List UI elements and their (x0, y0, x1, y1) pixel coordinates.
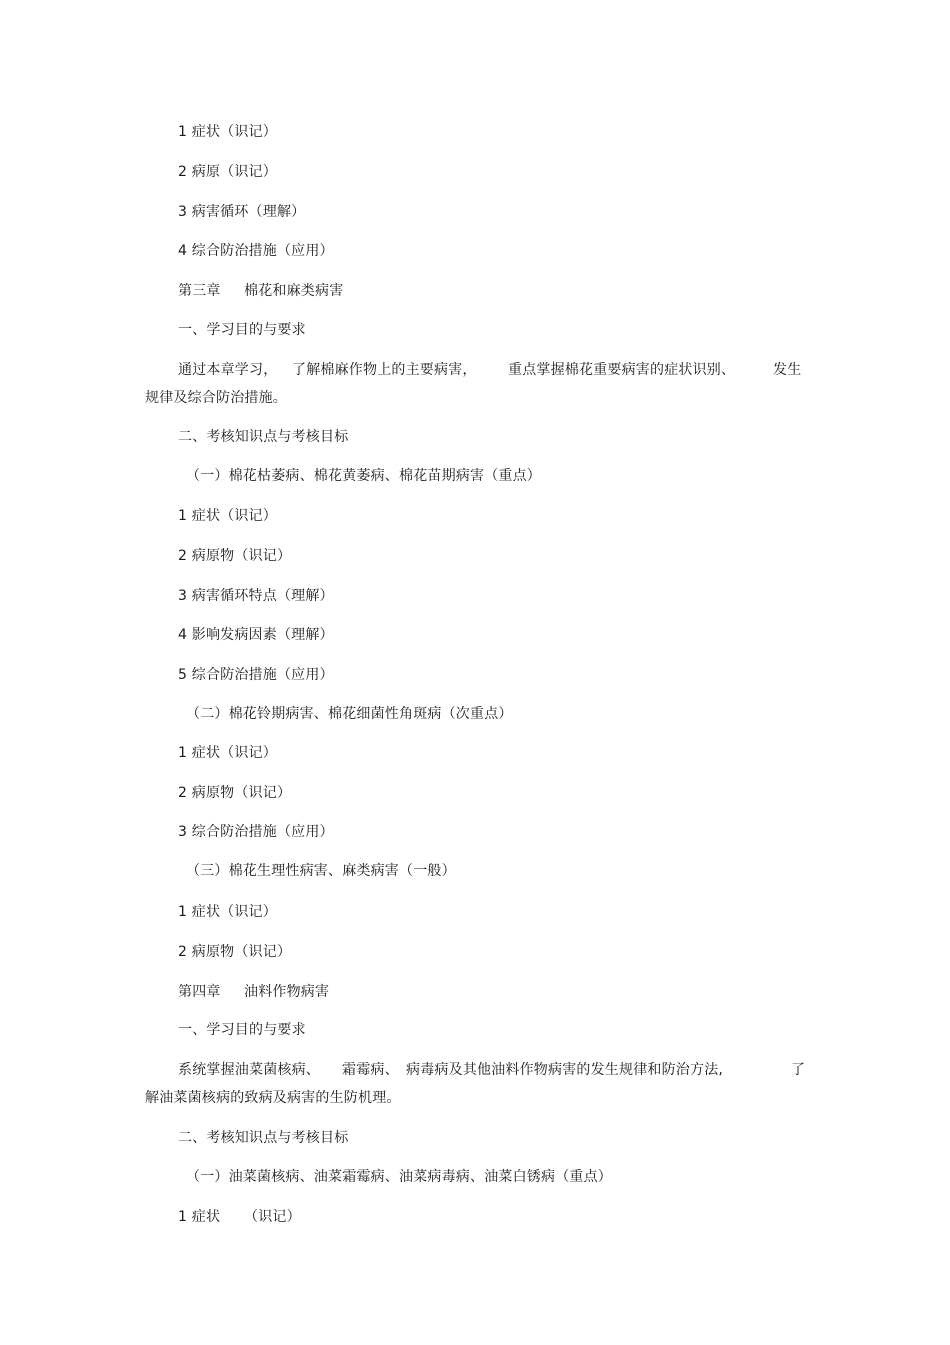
chapter-number: 第四章 (178, 984, 221, 1000)
paragraph-segment: 发生 (773, 362, 802, 378)
text-line: 2 病原物（识记） (178, 548, 292, 564)
subsection-heading: （一）油菜菌核病、油菜霜霉病、油菜病毒病、油菜白锈病（重点） (186, 1169, 612, 1185)
section-heading: 一、学习目的与要求 (178, 322, 306, 338)
chapter-number: 第三章 (178, 283, 221, 299)
text-line: 1 症状（识记） (178, 745, 277, 761)
text-line: 3 病害循环特点（理解） (178, 588, 334, 604)
text-line: 1 症状（识记） (178, 124, 277, 140)
text-line: 2 病原（识记） (178, 164, 277, 180)
text-line: 3 综合防治措施（应用） (178, 824, 334, 840)
paragraph-segment: 了解棉麻作物上的主要病害， (292, 362, 477, 378)
text-line: 2 病原物（识记） (178, 785, 292, 801)
text-line: 1 症状 (178, 1209, 221, 1225)
text-line: （识记） (244, 1209, 301, 1225)
text-line: 4 影响发病因素（理解） (178, 627, 334, 643)
section-heading: 二、考核知识点与考核目标 (178, 429, 349, 445)
text-line: 5 综合防治措施（应用） (178, 667, 334, 683)
section-heading: 二、考核知识点与考核目标 (178, 1130, 349, 1146)
chapter-title: 油料作物病害 (244, 984, 330, 1000)
text-line: 2 病原物（识记） (178, 944, 292, 960)
subsection-heading: （二）棉花铃期病害、棉花细菌性角斑病（次重点） (186, 706, 513, 722)
text-line: 3 病害循环（理解） (178, 204, 306, 220)
paragraph-segment: 重点掌握棉花重要病害的症状识别、 (508, 362, 736, 378)
paragraph-segment: 病毒病及其他油料作物病害的发生规律和防治方法, (406, 1062, 724, 1078)
chapter-title: 棉花和麻类病害 (244, 283, 344, 299)
paragraph-segment: 了 (791, 1062, 806, 1078)
paragraph-continuation: 规律及综合防治措施。 (145, 390, 287, 406)
subsection-heading: （一）棉花枯萎病、棉花黄萎病、棉花苗期病害（重点） (186, 468, 541, 484)
text-line: 1 症状（识记） (178, 508, 277, 524)
section-heading: 一、学习目的与要求 (178, 1022, 306, 1038)
subsection-heading: （三）棉花生理性病害、麻类病害（一般） (186, 863, 456, 879)
paragraph-segment: 霜霉病、 (342, 1062, 399, 1078)
paragraph-segment: 通过本章学习， (178, 362, 278, 378)
paragraph-continuation: 解油菜菌核病的致病及病害的生防机理。 (145, 1090, 401, 1106)
text-line: 1 症状（识记） (178, 904, 277, 920)
paragraph-segment: 系统掌握油菜菌核病、 (178, 1062, 320, 1078)
text-line: 4 综合防治措施（应用） (178, 243, 334, 259)
